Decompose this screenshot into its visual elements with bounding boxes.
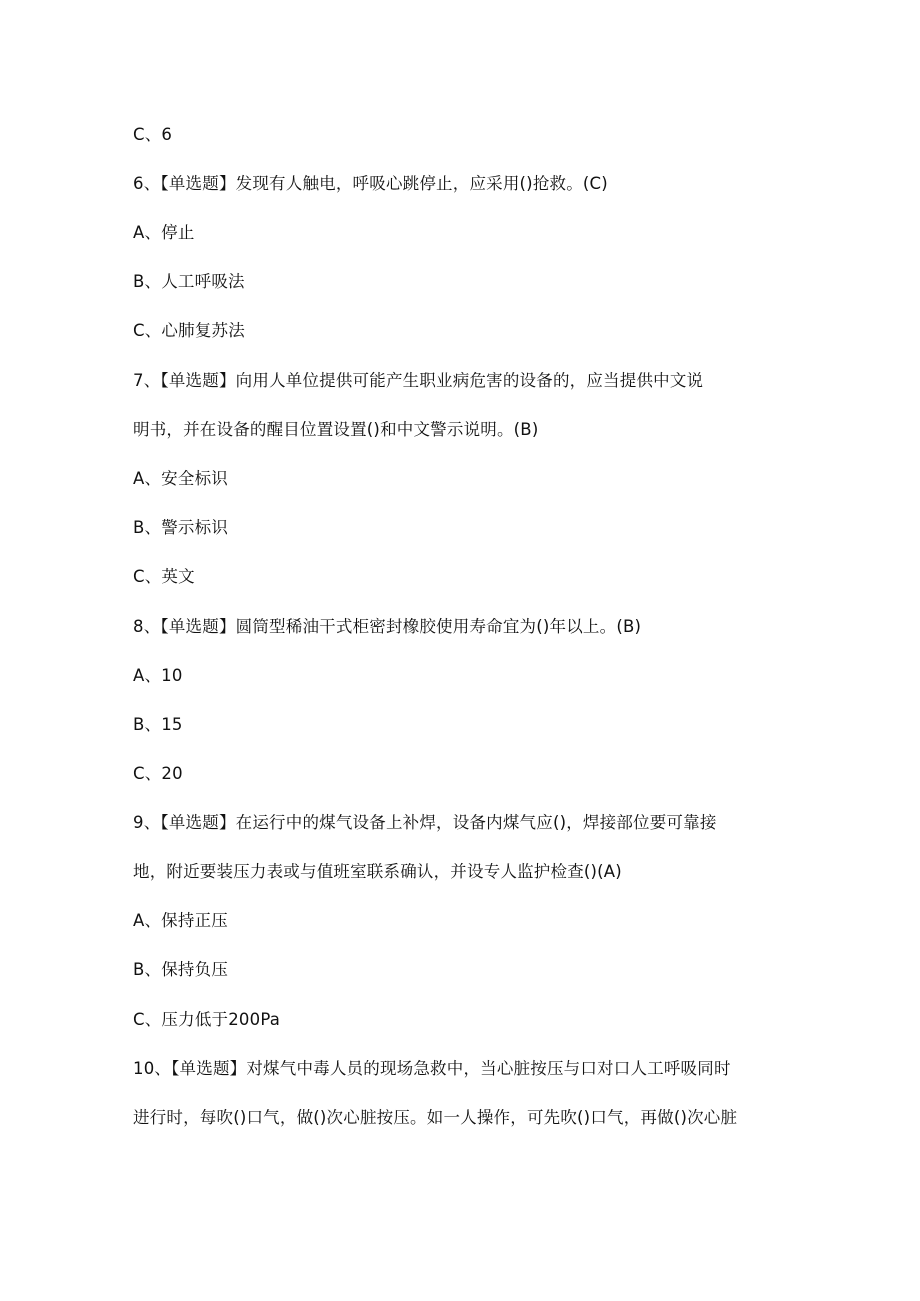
option-b-q8: B、15 — [133, 715, 183, 734]
option-c-q8: C、20 — [133, 764, 183, 783]
question-7-line-2: 明书，并在设备的醒目位置设置()和中文警示说明。(B) — [133, 420, 539, 439]
option-b-q7: B、警示标识 — [133, 518, 229, 537]
question-9-line-2: 地，附近要装压力表或与值班室联系确认，并设专人监护检查()(A) — [133, 862, 622, 881]
question-6: 6、【单选题】发现有人触电，呼吸心跳停止，应采用()抢救。(C) — [133, 174, 608, 193]
option-a-q8: A、10 — [133, 666, 183, 685]
question-8: 8、【单选题】圆筒型稀油干式柜密封橡胶使用寿命宜为()年以上。(B) — [133, 617, 642, 636]
question-10-line-1: 10、【单选题】对煤气中毒人员的现场急救中，当心脏按压与口对口人工呼吸同时 — [133, 1059, 731, 1078]
option-a-q9: A、保持正压 — [133, 911, 228, 930]
option-b-q6: B、人工呼吸法 — [133, 272, 245, 291]
option-c-q5: C、6 — [133, 125, 173, 144]
option-c-q7: C、英文 — [133, 567, 195, 586]
option-c-q6: C、心肺复苏法 — [133, 321, 245, 340]
option-c-q9: C、压力低于200Pa — [133, 1010, 281, 1029]
option-a-q6: A、停止 — [133, 223, 195, 242]
option-a-q7: A、安全标识 — [133, 469, 228, 488]
question-10-line-2: 进行时，每吹()口气，做()次心脏按压。如一人操作，可先吹()口气，再做()次心脏 — [133, 1108, 738, 1127]
question-7-line-1: 7、【单选题】向用人单位提供可能产生职业病危害的设备的，应当提供中文说 — [133, 371, 704, 390]
option-b-q9: B、保持负压 — [133, 960, 229, 979]
question-9-line-1: 9、【单选题】在运行中的煤气设备上补焊，设备内煤气应()，焊接部位要可靠接 — [133, 813, 717, 832]
